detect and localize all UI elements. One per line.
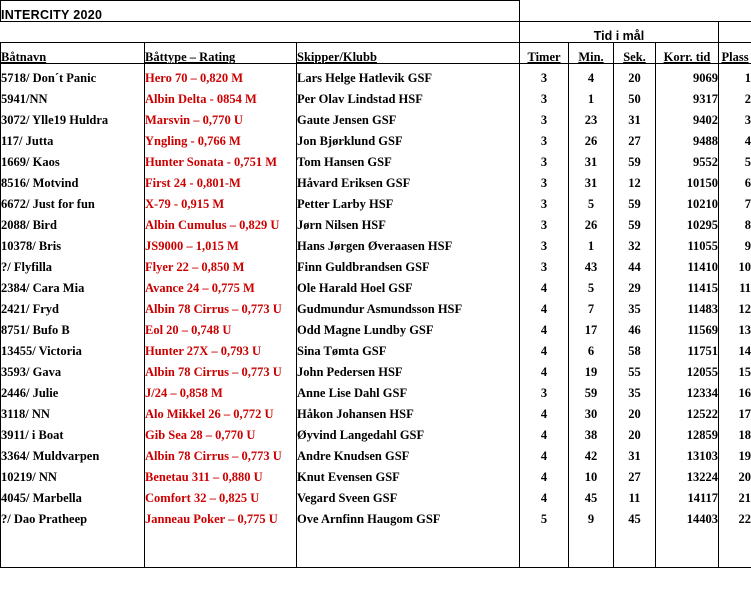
cell-boat: 5941/NN [1,85,145,106]
cell-boat: 2421/ Fryd [1,295,145,316]
cell-min: 5 [569,274,614,295]
cell-skipper: John Pedersen HSF [297,358,520,379]
table-row[interactable] [1,85,751,106]
cell-sek: 45 [614,505,656,526]
cell-min: 43 [569,253,614,274]
cell-type: Albin 78 Cirrus – 0,773 U [145,295,297,316]
cell-sek: 59 [614,211,656,232]
group-header-row [1,22,751,43]
cell-skipper: Ove Arnfinn Haugom GSF [297,505,520,526]
cell-skipper: Gaute Jensen GSF [297,106,520,127]
cell-plass: 20 [719,463,751,484]
cell-min: 7 [569,295,614,316]
table-row[interactable] [1,148,751,169]
cell-type: Hero 70 – 0,820 M [145,64,297,85]
cell-sek: 29 [614,274,656,295]
cell-boat: ?/ Dao Pratheep [1,505,145,526]
cell-korr: 12334 [656,379,719,400]
cell-boat: 2384/ Cara Mia [1,274,145,295]
cell-type: Alo Mikkel 26 – 0,772 U [145,400,297,421]
cell-type: Marsvin – 0,770 U [145,106,297,127]
cell-timer: 4 [520,463,569,484]
cell-plass: 8 [719,211,751,232]
cell-korr: 10295 [656,211,719,232]
cell-timer: 4 [520,337,569,358]
cell-skipper: Odd Magne Lundby GSF [297,316,520,337]
cell-boat: 4045/ Marbella [1,484,145,505]
cell-boat: 3911/ i Boat [1,421,145,442]
cell-skipper: Sina Tømta GSF [297,337,520,358]
table-row[interactable] [1,64,751,85]
cell-sek: 44 [614,253,656,274]
cell-boat: 1669/ Kaos [1,148,145,169]
cell-sek: 27 [614,463,656,484]
cell-korr: 11569 [656,316,719,337]
cell-korr: 11751 [656,337,719,358]
cell-type: Hunter Sonata - 0,751 M [145,148,297,169]
cell-sek: 27 [614,127,656,148]
group-header-spacer [1,22,520,43]
cell-min: 19 [569,358,614,379]
cell-timer: 4 [520,295,569,316]
cell-korr: 11410 [656,253,719,274]
empty-cell [614,526,656,547]
cell-boat: 2446/ Julie [1,379,145,400]
cell-korr: 10210 [656,190,719,211]
cell-min: 10 [569,463,614,484]
cell-plass: 19 [719,442,751,463]
column-header-timer: Timer [520,43,569,64]
empty-cell [656,526,719,547]
column-header-plass: Plass [719,43,751,64]
cell-boat: 117/ Jutta [1,127,145,148]
cell-timer: 4 [520,484,569,505]
cell-boat: 6672/ Just for fun [1,190,145,211]
cell-skipper: Øyvind Langedahl GSF [297,421,520,442]
empty-cell [569,547,614,568]
cell-sek: 31 [614,442,656,463]
empty-cell [520,526,569,547]
cell-korr: 14117 [656,484,719,505]
table-row[interactable] [1,106,751,127]
title-row-spacer [520,1,751,22]
cell-korr: 13224 [656,463,719,484]
cell-korr: 9552 [656,148,719,169]
cell-type: Albin 78 Cirrus – 0,773 U [145,358,297,379]
cell-timer: 3 [520,190,569,211]
empty-cell [719,526,751,547]
table-body [1,1,751,568]
cell-korr: 13103 [656,442,719,463]
table-row[interactable] [1,253,751,274]
cell-sek: 35 [614,295,656,316]
cell-min: 38 [569,421,614,442]
empty-cell [297,526,520,547]
cell-type: Gib Sea 28 – 0,770 U [145,421,297,442]
cell-skipper: Per Olav Lindstad HSF [297,85,520,106]
cell-skipper: Hans Jørgen Øveraasen HSF [297,232,520,253]
title-row [1,1,751,22]
cell-type: Hunter 27X – 0,793 U [145,337,297,358]
cell-plass: 6 [719,169,751,190]
cell-plass: 11 [719,274,751,295]
cell-plass: 21 [719,484,751,505]
cell-plass: 17 [719,400,751,421]
cell-korr: 11055 [656,232,719,253]
cell-sek: 35 [614,379,656,400]
empty-row[interactable] [1,526,751,547]
empty-cell [719,547,751,568]
cell-skipper: Lars Helge Hatlevik GSF [297,64,520,85]
cell-type: Albin Cumulus – 0,829 U [145,211,297,232]
cell-korr: 12859 [656,421,719,442]
cell-sek: 20 [614,64,656,85]
cell-min: 45 [569,484,614,505]
cell-korr: 9317 [656,85,719,106]
table-row[interactable] [1,442,751,463]
cell-timer: 4 [520,442,569,463]
cell-sek: 20 [614,400,656,421]
cell-min: 31 [569,169,614,190]
cell-boat: 3072/ Ylle19 Huldra [1,106,145,127]
cell-sek: 59 [614,190,656,211]
cell-timer: 3 [520,379,569,400]
cell-type: Eol 20 – 0,748 U [145,316,297,337]
cell-plass: 15 [719,358,751,379]
cell-min: 59 [569,379,614,400]
table-row[interactable] [1,463,751,484]
cell-min: 5 [569,190,614,211]
empty-cell [145,526,297,547]
cell-boat: 10378/ Bris [1,232,145,253]
cell-type: Yngling - 0,766 M [145,127,297,148]
cell-min: 1 [569,85,614,106]
cell-korr: 9488 [656,127,719,148]
cell-plass: 12 [719,295,751,316]
cell-timer: 5 [520,505,569,526]
cell-sek: 50 [614,85,656,106]
cell-skipper: Jon Bjørklund GSF [297,127,520,148]
cell-boat: 3593/ Gava [1,358,145,379]
cell-type: Comfort 32 – 0,825 U [145,484,297,505]
cell-type: Flyer 22 – 0,850 M [145,253,297,274]
cell-plass: 1 [719,64,751,85]
cell-plass: 16 [719,379,751,400]
table-row[interactable] [1,505,751,526]
cell-plass: 10 [719,253,751,274]
cell-timer: 3 [520,169,569,190]
table-row[interactable] [1,400,751,421]
cell-min: 4 [569,64,614,85]
cell-min: 31 [569,148,614,169]
cell-korr: 12055 [656,358,719,379]
cell-skipper: Finn Guldbrandsen GSF [297,253,520,274]
cell-boat: 3364/ Muldvarpen [1,442,145,463]
cell-timer: 3 [520,127,569,148]
cell-sek: 59 [614,148,656,169]
cell-type: J/24 – 0,858 M [145,379,297,400]
cell-korr: 14403 [656,505,719,526]
cell-boat: 5718/ Don´t Panic [1,64,145,85]
cell-boat: 2088/ Bird [1,211,145,232]
cell-korr: 9069 [656,64,719,85]
cell-type: Avance 24 – 0,775 M [145,274,297,295]
cell-skipper: Anne Lise Dahl GSF [297,379,520,400]
cell-timer: 3 [520,64,569,85]
empty-cell [520,547,569,568]
cell-type: Benetau 311 – 0,880 U [145,463,297,484]
table-row[interactable] [1,379,751,400]
cell-sek: 31 [614,106,656,127]
cell-timer: 4 [520,274,569,295]
cell-korr: 10150 [656,169,719,190]
cell-min: 30 [569,400,614,421]
cell-sek: 55 [614,358,656,379]
column-header-boat: Båtnavn [1,43,145,64]
table-row[interactable] [1,127,751,148]
cell-boat: 10219/ NN [1,463,145,484]
cell-sek: 12 [614,169,656,190]
cell-min: 26 [569,211,614,232]
cell-skipper: Vegard Sveen GSF [297,484,520,505]
cell-timer: 3 [520,106,569,127]
cell-korr: 11483 [656,295,719,316]
cell-sek: 20 [614,421,656,442]
cell-plass: 14 [719,337,751,358]
cell-skipper: Gudmundur Asmundsson HSF [297,295,520,316]
cell-type: Janneau Poker – 0,775 U [145,505,297,526]
cell-type: X-79 - 0,915 M [145,190,297,211]
cell-min: 23 [569,106,614,127]
table-row[interactable] [1,211,751,232]
cell-skipper: Knut Evensen GSF [297,463,520,484]
cell-sek: 58 [614,337,656,358]
cell-timer: 4 [520,358,569,379]
cell-min: 26 [569,127,614,148]
cell-plass: 13 [719,316,751,337]
cell-timer: 4 [520,316,569,337]
table-row[interactable] [1,337,751,358]
cell-korr: 9402 [656,106,719,127]
table-row[interactable] [1,484,751,505]
cell-boat: ?/ Flyfilla [1,253,145,274]
empty-cell [145,547,297,568]
cell-min: 9 [569,505,614,526]
cell-boat: 13455/ Victoria [1,337,145,358]
cell-timer: 4 [520,421,569,442]
empty-cell [1,526,145,547]
cell-sek: 32 [614,232,656,253]
group-header-spacer-right [719,22,751,43]
table-row[interactable] [1,421,751,442]
cell-boat: 8516/ Motvind [1,169,145,190]
table-row[interactable] [1,232,751,253]
cell-plass: 3 [719,106,751,127]
column-header-min: Min. [569,43,614,64]
cell-skipper: Håvard Eriksen GSF [297,169,520,190]
cell-timer: 4 [520,400,569,421]
column-header-sek: Sek. [614,43,656,64]
cell-min: 42 [569,442,614,463]
empty-cell [614,547,656,568]
cell-type: JS9000 – 1,015 M [145,232,297,253]
cell-plass: 5 [719,148,751,169]
column-header-type: Båttype – Rating [145,43,297,64]
empty-cell [569,526,614,547]
cell-plass: 2 [719,85,751,106]
cell-skipper: Ole Harald Hoel GSF [297,274,520,295]
table-row[interactable] [1,316,751,337]
table-row[interactable] [1,169,751,190]
cell-plass: 4 [719,127,751,148]
column-header-skipper: Skipper/Klubb [297,43,520,64]
cell-plass: 18 [719,421,751,442]
cell-boat: 3118/ NN [1,400,145,421]
table-row[interactable] [1,358,751,379]
cell-korr: 11415 [656,274,719,295]
cell-type: First 24 - 0,801-M [145,169,297,190]
empty-cell [656,547,719,568]
cell-sek: 46 [614,316,656,337]
empty-cell [297,547,520,568]
cell-boat: 8751/ Bufo B [1,316,145,337]
cell-type: Albin Delta - 0854 M [145,85,297,106]
cell-skipper: Tom Hansen GSF [297,148,520,169]
cell-type: Albin 78 Cirrus – 0,773 U [145,442,297,463]
cell-korr: 12522 [656,400,719,421]
empty-cell [1,547,145,568]
table-row[interactable] [1,274,751,295]
cell-sek: 11 [614,484,656,505]
cell-skipper: Petter Larby HSF [297,190,520,211]
cell-plass: 7 [719,190,751,211]
column-header-row [1,43,751,64]
table-row[interactable] [1,295,751,316]
cell-timer: 3 [520,211,569,232]
cell-min: 17 [569,316,614,337]
cell-timer: 3 [520,253,569,274]
cell-plass: 9 [719,232,751,253]
table-row[interactable] [1,190,751,211]
group-header-tid-i-mal: Tid i mål [520,22,719,43]
empty-row[interactable] [1,547,751,568]
column-header-korr: Korr. tid [656,43,719,64]
cell-timer: 3 [520,85,569,106]
cell-skipper: Andre Knudsen GSF [297,442,520,463]
cell-min: 1 [569,232,614,253]
cell-skipper: Jørn Nilsen HSF [297,211,520,232]
cell-plass: 22 [719,505,751,526]
cell-skipper: Håkon Johansen HSF [297,400,520,421]
cell-timer: 3 [520,148,569,169]
cell-timer: 3 [520,232,569,253]
cell-min: 6 [569,337,614,358]
page-title: INTERCITY 2020 [1,1,520,22]
